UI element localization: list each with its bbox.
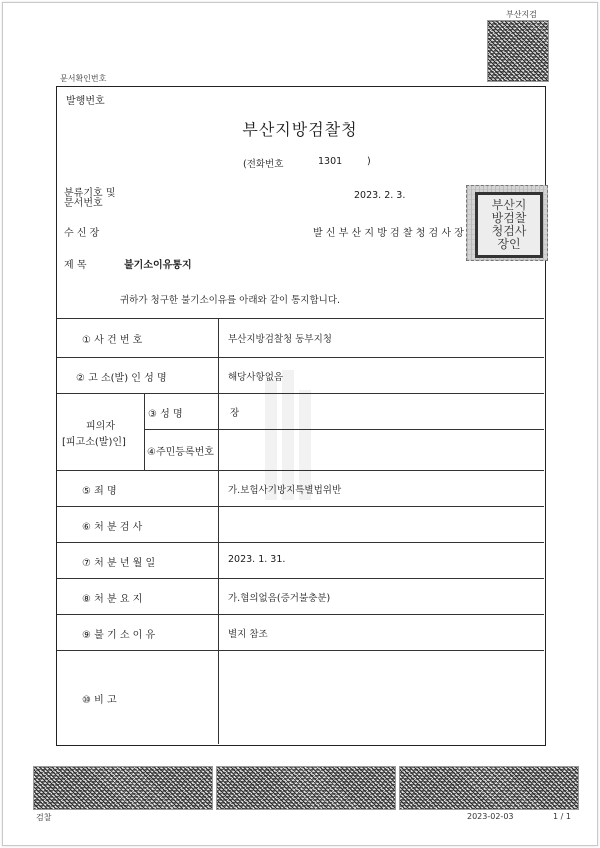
table-line — [144, 429, 544, 430]
name-label: ③ 성 명 — [148, 409, 183, 420]
watermark — [282, 370, 294, 500]
case-no-value: 부산지방검찰청 동부지청 — [228, 334, 332, 345]
subject-value: 불기소이유통지 — [124, 260, 192, 271]
footer-left: 검찰 — [36, 813, 52, 822]
rrn-label: ④주민등록번호 — [147, 447, 214, 458]
table-line — [57, 542, 544, 543]
name-value: 장 — [230, 408, 240, 419]
official-seal — [466, 185, 548, 261]
reason-value: 별지 참조 — [228, 629, 268, 640]
sender: 발 신 부 산 지 방 검 찰 청 검 사 장 — [313, 228, 464, 239]
crime-value: 가.보험사기방지특별법위반 — [228, 485, 342, 496]
bottom-barcode-1 — [33, 766, 213, 810]
table-line — [57, 506, 544, 507]
document-date: 2023. 2. 3. — [354, 190, 406, 201]
phone-open: (전화번호 — [243, 159, 284, 170]
seal-text: 부산지방검찰청검사장인 — [491, 198, 527, 251]
intro-text: 귀하가 청구한 불기소이유를 아래와 같이 통지합니다. — [120, 295, 341, 306]
recipient-label: 수 신 장 — [64, 228, 100, 239]
bottom-barcode-3 — [399, 766, 579, 810]
reason-label: ⑨ 불 기 소 이 유 — [82, 630, 156, 641]
seal-stamp-icon — [475, 192, 543, 258]
phone-close: ) — [367, 156, 371, 167]
footer-page: 1 / 1 — [553, 812, 571, 821]
date-label: ⑦ 처 분 년 월 일 — [82, 558, 156, 569]
remarks-label: ⑩ 비 고 — [82, 695, 117, 706]
date-value: 2023. 1. 31. — [228, 554, 286, 565]
doc-confirm-label: 문서확인번호 — [60, 74, 107, 83]
bottom-barcode-2 — [216, 766, 396, 810]
issue-no-label: 발행번호 — [66, 96, 105, 107]
footer-date: 2023-02-03 — [467, 812, 514, 821]
complainant-value: 해당사항없음 — [228, 372, 284, 383]
prosecutor-label: ⑥ 처 분 검 사 — [82, 522, 143, 533]
suspect-label-1: 피의자 — [86, 421, 115, 432]
table-line — [57, 650, 544, 651]
table-line — [218, 318, 219, 744]
table-line — [57, 614, 544, 615]
table-line — [57, 578, 544, 579]
top-barcode — [487, 20, 549, 82]
case-no-label: ① 사 건 번 호 — [82, 335, 143, 346]
agency-title: 부산지방검찰청 — [242, 120, 358, 139]
table-line — [57, 357, 544, 358]
table-line — [57, 318, 544, 319]
top-seal-label: 부산지검 — [506, 10, 537, 19]
suspect-label-2: [피고소(발)인] — [62, 437, 126, 448]
gist-label: ⑧ 처 분 요 지 — [82, 594, 143, 605]
table-line — [144, 393, 145, 470]
table-line — [57, 393, 544, 394]
gist-value: 가.혐의없음(증거불충분) — [228, 593, 331, 604]
crime-label: ⑤ 죄 명 — [82, 486, 117, 497]
complainant-label: ② 고 소(발) 인 성 명 — [76, 373, 167, 384]
class-label-2: 문서번호 — [64, 198, 103, 209]
class-label-1: 분류기호 및 — [64, 188, 116, 199]
subject-label: 제 목 — [64, 260, 87, 271]
table-line — [57, 470, 544, 471]
phone-value: 1301 — [318, 156, 343, 167]
